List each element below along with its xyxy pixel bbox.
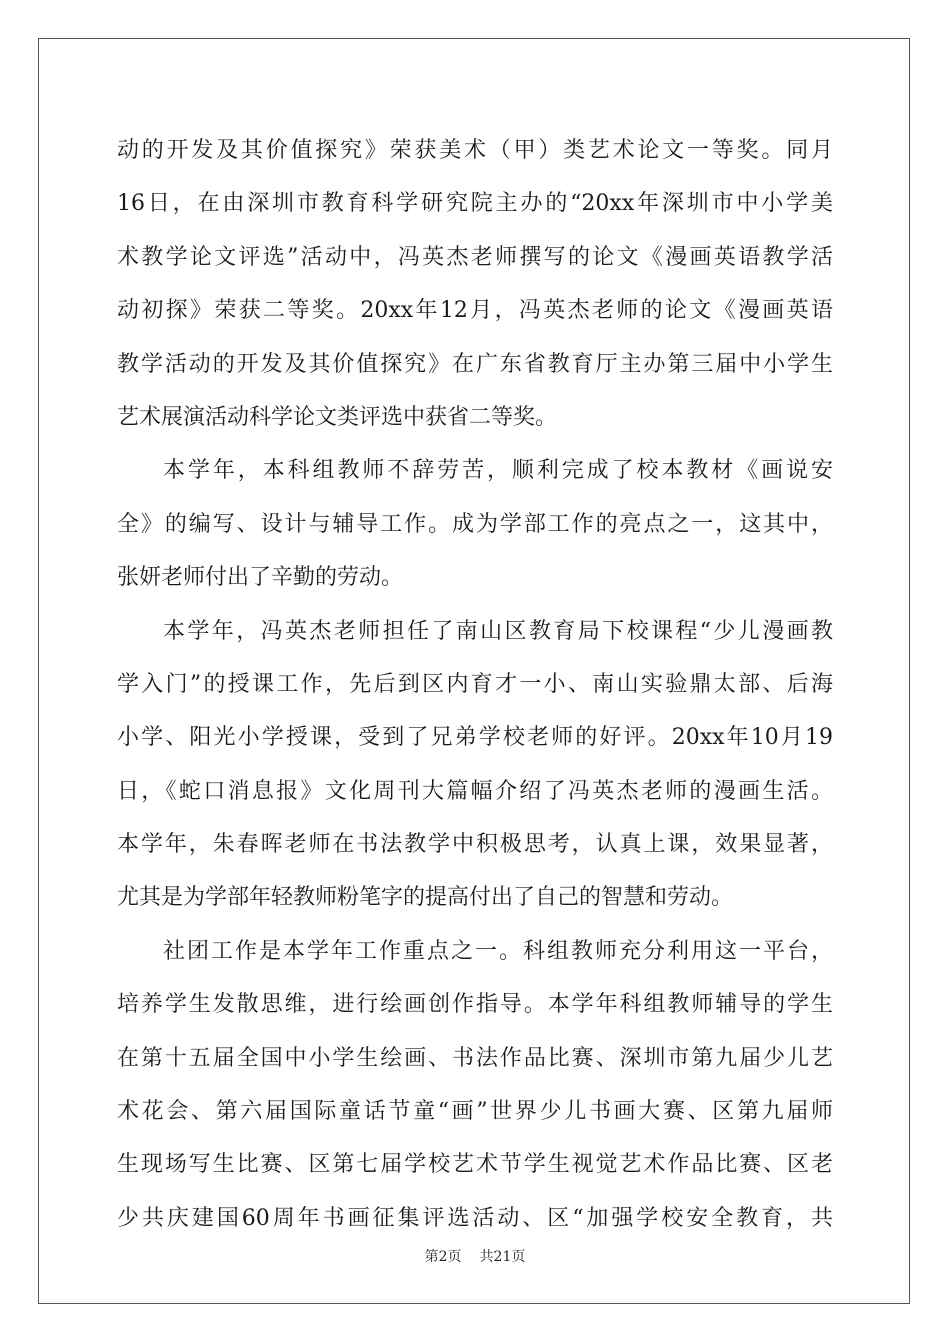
paragraph-line: 日，《蛇口消息报》文化周刊大篇幅介绍了冯英杰老师的漫画生活。 [117, 778, 833, 804]
current-page-label: 第2页 [424, 1249, 462, 1265]
paragraph-line: 在第十五届全国中小学生绘画、书法作品比赛、深圳市第九届少儿艺 [117, 1045, 833, 1071]
paragraph-line: 16日，在由深圳市教育科学研究院主办的“20xx年深圳市中小学美 [117, 191, 833, 217]
paragraph-line: 生现场写生比赛、区第七届学校艺术节学生视觉艺术作品比赛、区老 [117, 1152, 833, 1178]
paragraph-line: 全》的编写、设计与辅导工作。成为学部工作的亮点之一，这其中， [117, 511, 833, 537]
paragraph-line: 学入门”的授课工作，先后到区内育才一小、南山实验鼎太部、后海 [117, 671, 833, 697]
page-footer [0, 1246, 950, 1266]
paragraph-line: 小学、阳光小学授课，受到了兄弟学校老师的好评。20xx年10月19 [117, 725, 833, 751]
paragraph-line: 社团工作是本学年工作重点之一。科组教师充分利用这一平台， [163, 938, 833, 964]
paragraph-line: 张妍老师付出了辛勤的劳动。 [117, 565, 404, 591]
paragraph-line: 术教学论文评选”活动中，冯英杰老师撰写的论文《漫画英语教学活 [117, 244, 833, 270]
total-pages-label: 共21页 [479, 1249, 526, 1265]
paragraph-line: 本学年，冯英杰老师担任了南山区教育局下校课程“少儿漫画教 [163, 618, 833, 644]
paragraph-line: 教学活动的开发及其价值探究》在广东省教育厅主办第三届中小学生 [117, 351, 833, 377]
paragraph-line: 艺术展演活动科学论文类评选中获省二等奖。 [117, 404, 558, 430]
document-body [117, 124, 833, 1245]
paragraph-line: 动初探》荣获二等奖。20xx年12月，冯英杰老师的论文《漫画英语 [117, 298, 833, 324]
paragraph-line: 术花会、第六届国际童话节童“画”世界少儿书画大赛、区第九届师 [117, 1099, 833, 1125]
paragraph-line: 培养学生发散思维，进行绘画创作指导。本学年科组教师辅导的学生 [117, 992, 833, 1018]
paragraph-line: 尤其是为学部年轻教师粉笔字的提高付出了自己的智慧和劳动。 [117, 885, 734, 911]
paragraph-line: 动的开发及其价值探究》荣获美术（甲）类艺术论文一等奖。同月 [117, 138, 833, 163]
paragraph-line: 少共庆建国60周年书画征集评选活动、区“加强学校安全教育，共 [117, 1205, 833, 1231]
paragraph-line: 本学年，本科组教师不辞劳苦，顺利完成了校本教材《画说安 [163, 458, 833, 484]
paragraph-line: 本学年，朱春晖老师在书法教学中积极思考，认真上课，效果显著， [117, 832, 833, 858]
